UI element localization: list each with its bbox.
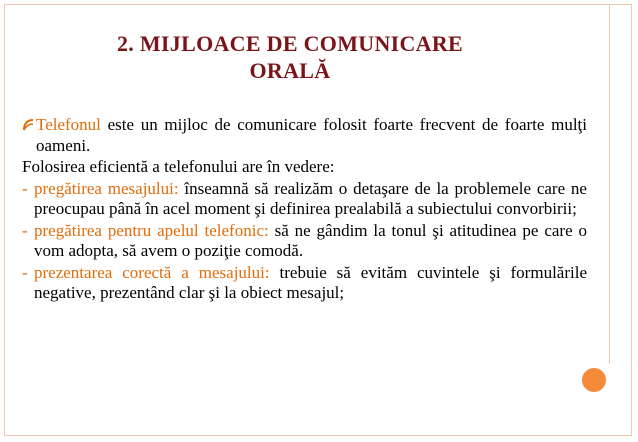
bullet-highlight: pregătirea mesajului: (34, 178, 179, 198)
slide-content (22, 115, 587, 305)
corner-dot-decoration (582, 368, 606, 392)
bullet-highlight: prezentarea corectă a mesajului: (34, 262, 270, 282)
curved-bullet-icon (22, 118, 34, 132)
bullet-highlight: pregătirea pentru apelul telefonic: (34, 220, 269, 240)
bullet-text: înseamnă să realizăm o detaşare de la problemele care ne preocupau până în acel moment şi definirea prealabilă a subiectului convorbirii; (34, 178, 587, 218)
slide-title (30, 30, 550, 84)
bullet-item (22, 263, 587, 304)
bullet-text: să ne gândim la tonul şi atitudinea pe care o vom adopta, să avem o poziţie comodă. (34, 220, 588, 260)
intro-line: Folosirea eficientă a telefonului are în vedere: (22, 157, 335, 176)
lead-highlight: Telefonul (36, 115, 101, 134)
lead-text: este un mijloc de comunicare folosit foarte frecvent de foarte mulţi oameni. (36, 115, 587, 155)
lead-paragraph (22, 115, 587, 156)
bullet-item (22, 179, 587, 220)
title-line-1: 2. MIJLOACE DE COMUNICARE (116, 31, 464, 56)
bullet-item (22, 221, 587, 262)
bullet-marker: - (22, 220, 28, 240)
vertical-rule (609, 4, 610, 364)
bullet-text: trebuie să evităm cuvintele şi formulările negative, prezentând clar şi la obiect mesajul; (34, 262, 587, 302)
title-line-2: ORALĂ (249, 58, 331, 83)
bullet-marker: - (22, 178, 28, 198)
bullet-marker: - (22, 262, 28, 282)
